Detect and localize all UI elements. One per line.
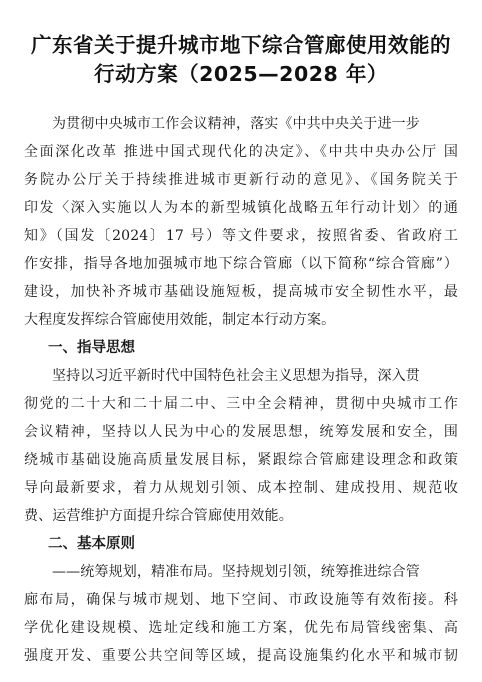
section2-line: ——统筹规划，精准布局。坚持规划引领，统筹推进综合管 [52, 564, 420, 580]
section1-line: 绕城市基础设施高质量发展目标，紧跟综合管廊建设理念和政策 [24, 452, 458, 468]
intro-line: 全面深化改革 推进中国式现代化的决定》、《中共中央办公厅 国 [24, 144, 458, 160]
intro-line: 印发〈深入实施以人为本的新型城镇化战略五年行动计划〉的通 [24, 200, 458, 216]
section2-line: 廊布局，确保与城市规划、地下空间、市政设施等有效衔接。科 [24, 592, 458, 608]
section1-line: 导向最新要求，着力从规划引领、成本控制、建成投用、规范收 [24, 480, 458, 496]
intro-line: 作安排，指导各地加强城市地下综合管廊（以下简称“综合管廊”） [24, 256, 458, 272]
document-title-line2: 行动方案（2025—2028 年） [94, 62, 388, 86]
section-heading-guiding-ideology: 一、指导思想 [48, 340, 135, 356]
section1-line: 费、运营维护方面提升综合管廊使用效能。 [24, 508, 293, 524]
section1-line: 会议精神，坚持以人民为中心的发展思想，统筹发展和安全，围 [24, 424, 458, 440]
intro-line: 大程度发挥综合管廊使用效能，制定本行动方案。 [24, 312, 336, 328]
intro-line: 知》（国发〔2024〕17 号）等文件要求，按照省委、省政府工 [24, 228, 458, 244]
section-heading-basic-principles: 二、基本原则 [48, 536, 135, 552]
section1-line: 彻党的二十大和二十届二中、三中全会精神，贯彻中央城市工作 [24, 396, 458, 412]
intro-line: 为贯彻中央城市工作会议精神，落实《中共中央关于进一步 [52, 116, 420, 132]
intro-line: 建设，加快补齐城市基础设施短板，提高城市安全韧性水平，最 [24, 284, 458, 300]
section2-line: 学优化建设规模、选址定线和施工方案，优先布局管线密集、高 [24, 620, 458, 636]
section1-line: 坚持以习近平新时代中国特色社会主义思想为指导，深入贯 [52, 368, 420, 384]
document-title-line1: 广东省关于提升城市地下综合管廊使用效能的 [31, 33, 451, 57]
intro-line: 务院办公厅关于持续推进城市更新行动的意见》、《国务院关于 [24, 172, 458, 188]
section2-line: 强度开发、重要公共空间等区域，提高设施集约化水平和城市韧 [24, 648, 458, 664]
